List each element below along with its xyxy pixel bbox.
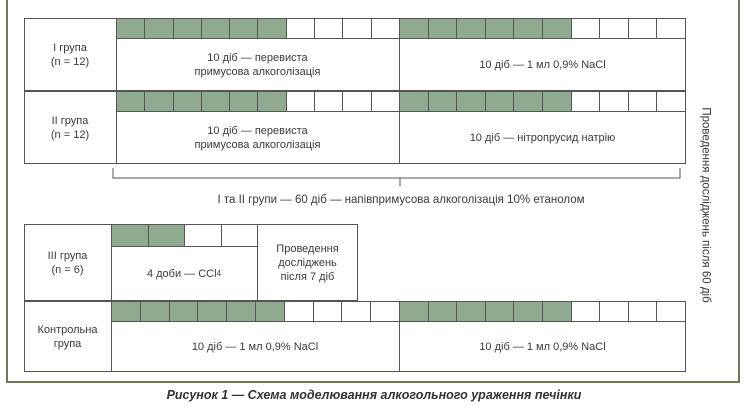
group-1-phase-2: 10 діб — 1 мл 0,9% NaCl xyxy=(479,59,606,71)
day-cell-filled xyxy=(201,18,230,39)
group-3-phase-1: 4 доби — CCl 4 xyxy=(146,268,222,280)
group-3-phase-2: Проведення досліджень після 7 діб xyxy=(276,242,339,283)
day-cell-empty xyxy=(342,18,371,39)
day-cell-filled xyxy=(116,91,145,112)
day-cell-empty xyxy=(284,301,314,322)
day-cell-filled xyxy=(513,18,543,39)
group-1-label: I група (n = 12) xyxy=(50,41,90,68)
day-cell-filled xyxy=(485,301,515,322)
day-cell-filled xyxy=(169,301,199,322)
day-cell-empty xyxy=(184,224,222,247)
group-1-phase-1: 10 діб — перевиста примусова алкоголізація xyxy=(194,52,321,78)
day-cell-filled xyxy=(399,301,429,322)
day-cell-filled xyxy=(229,91,258,112)
day-strip xyxy=(111,301,400,322)
day-cell-empty xyxy=(628,18,658,39)
day-cell-filled xyxy=(255,301,285,322)
day-cell-filled xyxy=(513,91,543,112)
day-cell-filled xyxy=(197,301,227,322)
group-3-label: III група (n = 6) xyxy=(47,249,88,276)
day-cell-filled xyxy=(257,91,286,112)
day-cell-filled xyxy=(144,18,173,39)
day-strip xyxy=(116,91,400,112)
day-cell-filled xyxy=(148,224,186,247)
day-cell-empty xyxy=(342,91,371,112)
figure-caption: Рисунок 1 — Схема моделювання алкогольного ураження печінки xyxy=(166,388,582,402)
day-cell-filled xyxy=(485,91,515,112)
day-cell-empty xyxy=(599,91,629,112)
day-cell-filled xyxy=(173,18,202,39)
day-cell-filled xyxy=(116,18,145,39)
day-cell-filled xyxy=(456,301,486,322)
day-cell-empty xyxy=(221,224,259,247)
day-strip xyxy=(399,91,686,112)
day-cell-filled xyxy=(428,18,458,39)
day-cell-empty xyxy=(341,301,371,322)
day-strip xyxy=(116,18,400,39)
day-cell-empty xyxy=(370,301,400,322)
day-cell-filled xyxy=(513,301,543,322)
control-phase-1: 10 діб — 1 мл 0,9% NaCl xyxy=(191,341,319,353)
day-cell-filled xyxy=(456,91,486,112)
group-2-label: II група (n = 12) xyxy=(50,114,90,141)
day-cell-empty xyxy=(571,301,601,322)
day-cell-empty xyxy=(286,91,315,112)
day-cell-filled xyxy=(201,91,230,112)
middle-note: I та II групи — 60 діб — напівпримусова алкоголізація 10% етанолом xyxy=(217,194,585,206)
day-cell-empty xyxy=(628,91,658,112)
day-cell-filled xyxy=(226,301,256,322)
day-cell-empty xyxy=(599,301,629,322)
side-note-container xyxy=(686,40,726,370)
day-strip xyxy=(399,301,686,322)
day-cell-empty xyxy=(656,18,686,39)
day-cell-filled xyxy=(111,224,149,247)
day-cell-filled xyxy=(428,91,458,112)
day-cell-empty xyxy=(286,18,315,39)
side-note: Проведення досліджень після 60 діб xyxy=(700,107,712,303)
day-cell-filled xyxy=(144,91,173,112)
day-cell-empty xyxy=(571,18,601,39)
day-cell-filled xyxy=(399,91,429,112)
day-cell-empty xyxy=(313,301,343,322)
day-strip xyxy=(399,18,686,39)
day-cell-empty xyxy=(371,18,400,39)
day-cell-filled xyxy=(111,301,141,322)
day-cell-filled xyxy=(542,18,572,39)
control-label: Контрольна група xyxy=(37,323,98,350)
day-cell-empty xyxy=(599,18,629,39)
day-cell-filled xyxy=(485,18,515,39)
day-cell-filled xyxy=(399,18,429,39)
group-2-phase-2: 10 діб — нітропрусид натрію xyxy=(469,132,616,144)
day-cell-empty xyxy=(314,91,343,112)
day-cell-filled xyxy=(173,91,202,112)
day-cell-filled xyxy=(229,18,258,39)
control-phase-2: 10 діб — 1 мл 0,9% NaCl xyxy=(479,341,606,353)
day-cell-filled xyxy=(542,91,572,112)
day-cell-empty xyxy=(571,91,601,112)
day-cell-empty xyxy=(371,91,400,112)
day-cell-empty xyxy=(656,301,686,322)
day-cell-empty xyxy=(656,91,686,112)
day-cell-filled xyxy=(456,18,486,39)
group-2-phase-1: 10 діб — перевиста примусова алкоголізація xyxy=(194,125,321,151)
day-cell-empty xyxy=(314,18,343,39)
bracket xyxy=(108,166,688,188)
day-cell-filled xyxy=(428,301,458,322)
day-cell-filled xyxy=(542,301,572,322)
day-cell-empty xyxy=(628,301,658,322)
day-strip xyxy=(111,224,258,247)
day-cell-filled xyxy=(257,18,286,39)
day-cell-filled xyxy=(140,301,170,322)
